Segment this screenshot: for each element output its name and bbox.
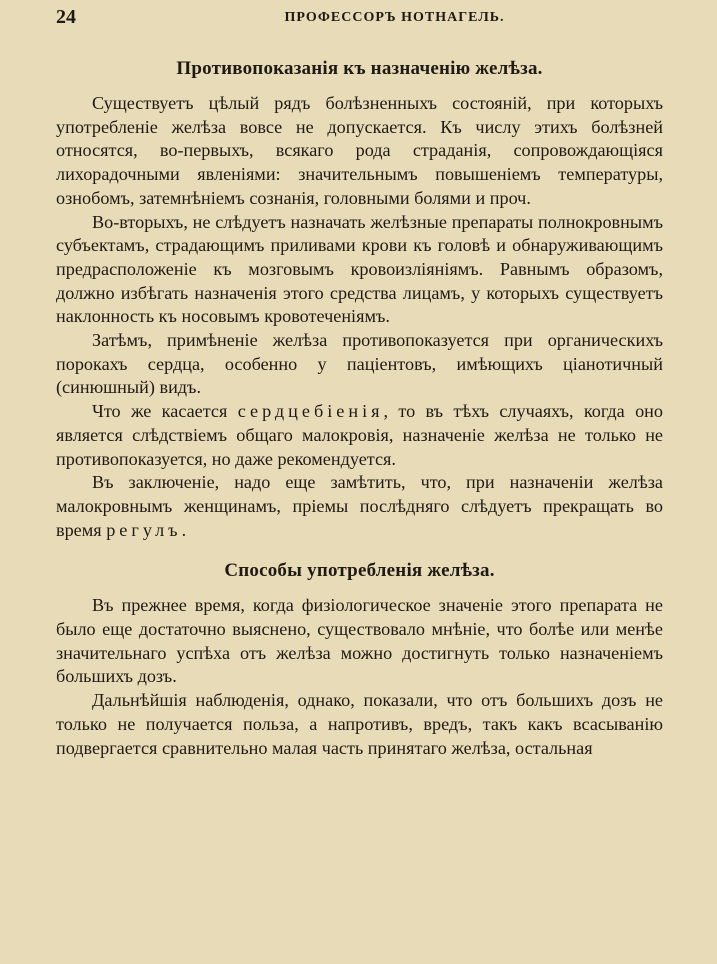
paragraph: Въ прежнее время, когда физіологическое значеніе этого препарата не было еще достаточно выяснено, существовало мнѣніе, что болѣе или менѣе значительнаго успѣха отъ желѣза можно достигнуть только назначеніемъ большихъ дозъ. <box>56 595 663 687</box>
running-title: ПРОФЕССОРЪ НОТНАГЕЛЬ. <box>284 10 505 25</box>
page-number: 24 <box>56 6 76 28</box>
paragraph <box>56 471 663 542</box>
paragraph: Существуетъ цѣлый рядъ болѣзненныхъ состояній, при которыхъ употребленіе желѣза вовсе не допускается. Къ числу этихъ болѣзней относятся, во-первыхъ, всякаго рода страданія, сопровождающіяся лихорадочными явленіями: значительнымъ повышеніемъ температуры, ознобомъ, затемнѣніемъ сознанія, головными болями и проч. <box>56 93 663 208</box>
text-run: Что же касается <box>92 401 238 422</box>
text-run: . <box>181 519 187 540</box>
paragraph: Во-вторыхъ, не слѣдуетъ назначать желѣзные препараты полнокровнымъ субъектамъ, страдающимъ приливами крови къ головѣ и обнаруживающимъ предрасположеніе къ мозговымъ кровоизліяніямъ. Равнымъ образомъ, должно избѣгать назначенія этого средства лицамъ, у которыхъ существуетъ наклонность къ носовымъ кровотеченіямъ. <box>56 211 663 327</box>
paragraph: Затѣмъ, примѣненіе желѣза противопоказуется при органическихъ порокахъ сердца, особенно у паціентовъ, имѣющихъ ціанотичный (синюшный) видъ. <box>56 330 663 398</box>
running-head <box>56 4 663 38</box>
section-heading-contraindications: Противопоказанія къ назначенію желѣза. <box>176 58 543 79</box>
book-page <box>0 4 717 964</box>
spaced-emphasis: регулъ <box>106 519 182 540</box>
paragraph: Дальнѣйшія наблюденія, однако, показали, что отъ большихъ дозъ не только не получается польза, а напротивъ, вредъ, такъ какъ всасыванію подвергается сравнительно малая часть принятаго желѣза, остальная <box>56 690 663 758</box>
spaced-emphasis: сердцебіенія <box>237 401 384 422</box>
section-heading-methods: Способы употребленія желѣза. <box>224 560 495 582</box>
paragraph <box>56 400 663 471</box>
text-run: , то въ тѣхъ случаяхъ, когда оно является слѣдствіемъ общаго малокровія, назначеніе желѣза не только не противопоказуется, но даже рекомендуется. <box>56 401 663 469</box>
text-run: Въ заключеніе, надо еще замѣтить, что, при назначеніи желѣза малокровнымъ женщинамъ, пріемы послѣдняго слѣдуетъ прекращать во время <box>56 472 663 540</box>
